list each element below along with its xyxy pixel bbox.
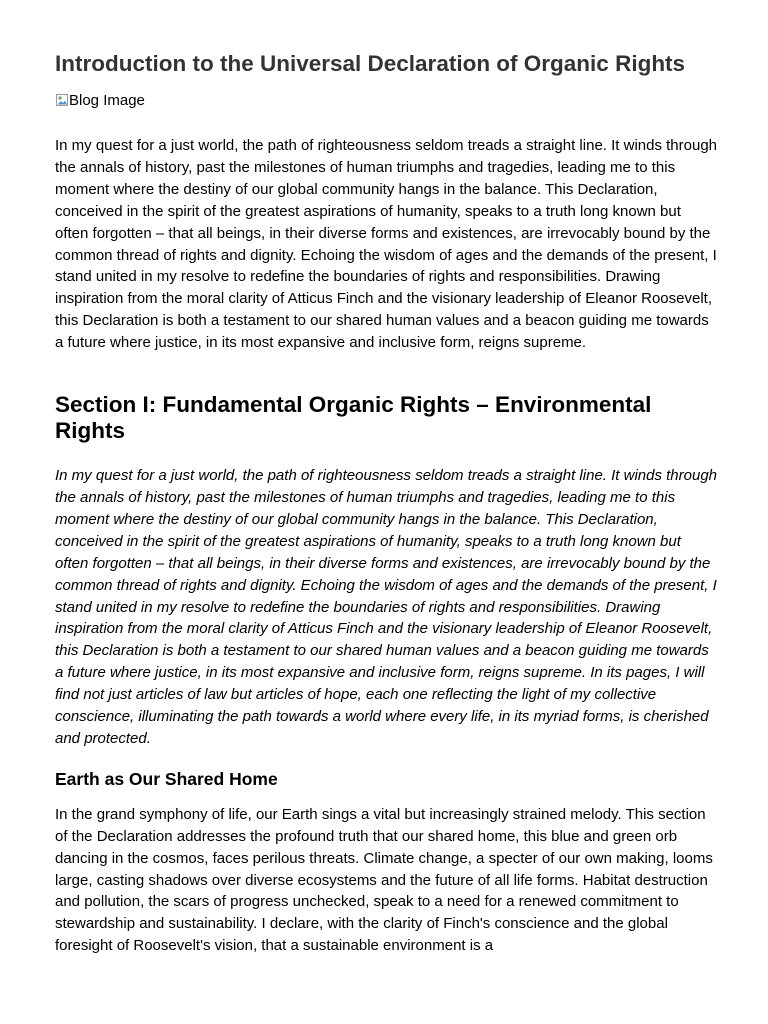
section-heading: Section I: Fundamental Organic Rights – Environmental Rights <box>55 392 652 444</box>
section-italic-paragraph: In my quest for a just world, the path of righteousness seldom treads a straight line. It winds through the annals of history, past the milestones of human triumphs and tragedies, leading me to this moment where the destiny of our global community hangs in the balance. This Declaration, conceived in the spirit of the greatest aspirations of humanity, speaks to a truth long known but often forgotten – that all beings, in their diverse forms and existences, are irrevocably bound by the common thread of rights and dignity. Echoing the wisdom of ages and the demands of the present, I stand united in my resolve to redefine the boundaries of rights and responsibilities. Drawing inspiration from the moral clarity of Atticus Finch and the visionary leadership of Eleanor Roosevelt, this Declaration is both a testament to our shared human values and a beacon guiding me towards a future where justice, in its most expansive and inclusive form, reigns supreme. In its pages, I will find not just articles of law but articles of hope, each one reflecting the light of my collective conscience, illuminating the path towards a world where every life, in its myriad forms, is cherished and protected. <box>55 467 718 747</box>
article <box>55 50 717 957</box>
subsection-paragraph: In the grand symphony of life, our Earth sings a vital but increasingly strained melody. This section of the Declaration addresses the profound truth that our shared home, this blue and green orb dancing in the cosmos, faces perilous threats. Climate change, a specter of our own making, looms large, casting shadows over diverse ecosystems and the future of all life forms. Habitat destruction and pollution, the scars of progress unchecked, speak to a need for a renewed commitment to stewardship and sustainability. I declare, with the clarity of Finch's conscience and the global foresight of Roosevelt's vision, that a sustainable environment is a <box>55 805 713 955</box>
blog-image-alt-text: Blog Image <box>69 91 145 109</box>
broken-image-icon <box>55 93 69 107</box>
intro-paragraph: In my quest for a just world, the path of righteousness seldom treads a straight line. It winds through the annals of history, past the milestones of human triumphs and tragedies, leading me to this moment where the destiny of our global community hangs in the balance. This Declaration, conceived in the spirit of the greatest aspirations of humanity, speaks to a truth long known but often forgotten – that all beings, in their diverse forms and existences, are irrevocably bound by the common thread of rights and dignity. Echoing the wisdom of ages and the demands of the present, I stand united in my resolve to redefine the boundaries of rights and responsibilities. Drawing inspiration from the moral clarity of Atticus Finch and the visionary leadership of Eleanor Roosevelt, this Declaration is both a testament to our shared human values and a beacon guiding me towards a future where justice, in its most expansive and inclusive form, reigns supreme. <box>55 137 718 352</box>
blog-image <box>55 91 717 109</box>
page-title: Introduction to the Universal Declaration of Organic Rights <box>55 51 686 76</box>
subsection-heading: Earth as Our Shared Home <box>55 768 278 789</box>
